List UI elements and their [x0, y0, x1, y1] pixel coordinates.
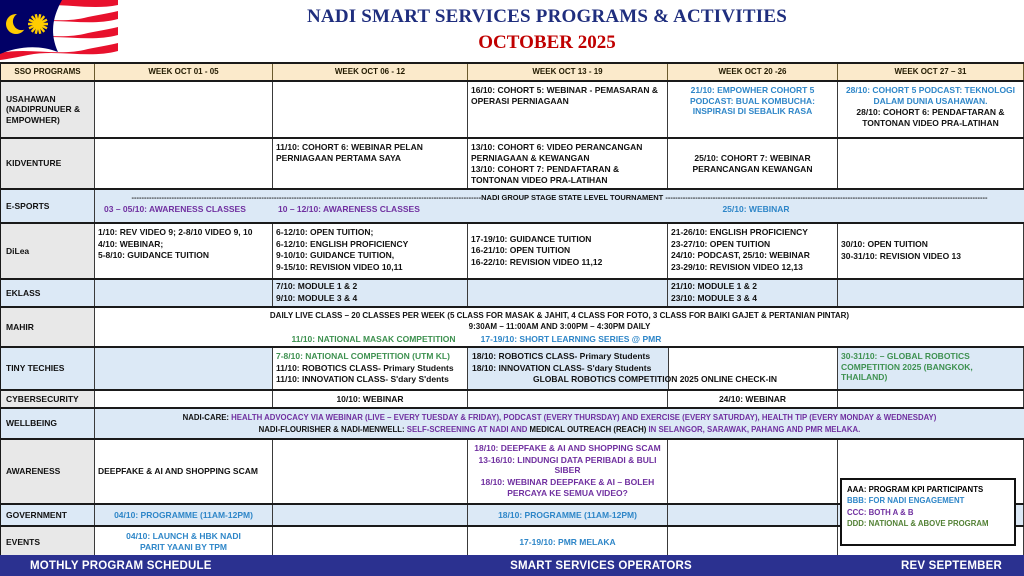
row-esports — [1, 190, 1024, 224]
wellbeing-text: SELF-SCREENING AT NADI AND — [406, 424, 528, 434]
esports-item-week1: 03 – 05/10: AWARENESS CLASSES — [104, 204, 246, 215]
cell-line: 16-21/10: OPEN TUITION — [471, 245, 571, 256]
mahir-times-line: 9:30AM – 11:00AM AND 3:00PM – 4:30PM DAILY — [468, 322, 651, 331]
row-tiny-techies — [1, 348, 1024, 391]
legend-aaa: AAA: PROGRAM KPI PARTICIPANTS — [847, 485, 984, 494]
cell-dilea-week1 — [95, 224, 273, 278]
cell-usahawan-week4: 21/10: EMPOWHER COHORT 5 PODCAST: BUAL KOMBUCHA: INSPIRASI DI SEBALIK RASA — [668, 82, 838, 137]
cell-line: 13/10: COHORT 6: VIDEO PERANCANGAN PERNIAGAAN & KEWANGAN — [471, 142, 643, 163]
cell-line: 7-8/10: NATIONAL COMPETITION (UTM KL) — [276, 351, 450, 361]
cell-government-week2 — [273, 505, 468, 525]
cell-line: 21/10: MODULE 1 & 2 — [671, 281, 757, 292]
cell-line: 6-12/10: ENGLISH PROFICIENCY — [276, 238, 409, 249]
esports-item-week4: 25/10: WEBINAR — [722, 204, 790, 215]
row-label-wellbeing: WELLBEING — [1, 409, 95, 438]
esports-item-week2: 10 – 12/10: AWARENESS CLASSES — [278, 204, 420, 215]
cell-events-week4 — [668, 527, 838, 557]
cell-dilea-week5 — [838, 224, 1024, 278]
col-header-week5: WEEK OCT 27 – 31 — [838, 64, 1024, 80]
cell-line: 7/10: MODULE 1 & 2 — [276, 281, 358, 292]
cell-line: 16-22/10: REVISION VIDEO 11,12 — [471, 256, 603, 267]
cell-eklass-week5 — [838, 280, 1024, 306]
header — [70, 0, 1024, 54]
cell-dilea-week4 — [668, 224, 838, 278]
cell-line: 18/10: ROBOTICS CLASS- Primary Students — [472, 351, 651, 361]
cell-usahawan-week3: 16/10: COHORT 5: WEBINAR - PEMASARAN & OPERASI PERNIAGAAN — [468, 82, 668, 137]
cell-government-week1: 04/10: PROGRAMME (11AM-12PM) — [95, 505, 273, 525]
mahir-masak-competition: 11/10: NATIONAL MASAK COMPETITION — [291, 334, 456, 344]
cell-line: 18/10: DEEPFAKE & AI AND SHOPPING SCAM — [474, 443, 661, 453]
wellbeing-text: MEDICAL OUTREACH (REACH) — [529, 424, 647, 434]
cell-cybersecurity-week1 — [95, 391, 273, 407]
footer-operators-label: SMART SERVICES OPERATORS — [510, 559, 692, 572]
row-label-government: GOVERNMENT — [1, 505, 95, 525]
cell-kidventure-week2: 11/10: COHORT 6: WEBINAR PELAN PERNIAGAAN PERTAMA SAYA — [273, 139, 468, 188]
row-kidventure — [1, 139, 1024, 190]
row-mahir — [1, 308, 1024, 348]
row-label-usahawan: USAHAWAN (NADIPRUNUER & EMPOWHER) — [1, 82, 95, 137]
cell-events-week2 — [273, 527, 468, 557]
row-label-kidventure: KIDVENTURE — [1, 139, 95, 188]
cell-line: 4/10: WEBINAR; — [98, 238, 164, 249]
cell-awareness-week3 — [468, 440, 668, 503]
row-label-dilea: DiLea — [1, 224, 95, 278]
cell-line: 30/10: OPEN TUITION — [841, 239, 928, 250]
esports-tournament-banner: --------------------------------------------------------------------------------------------------------------------------------------------NADI GROUP STAGE STATE LEVEL TOURNAMENT --------------------------------------------------------------------------------------------------------------------------------- — [131, 193, 988, 202]
cell-tiny-techies-week2 — [273, 348, 468, 389]
tiny-techies-global-checkin: GLOBAL ROBOTICS COMPETITION 2025 ONLINE CHECK-IN — [532, 374, 777, 385]
col-header-week4: WEEK OCT 20 -26 — [668, 64, 838, 80]
row-eklass — [1, 280, 1024, 308]
wellbeing-flourisher-line — [98, 425, 1021, 435]
row-cybersecurity — [1, 391, 1024, 409]
cell-line: 9-15/10: REVISION VIDEO 10,11 — [276, 261, 403, 272]
page-subtitle-month: OCTOBER 2025 — [478, 32, 616, 53]
cell-line: 18/10: INNOVATION CLASS- S'dary Students — [472, 362, 652, 373]
cell-line: 30-31/10: REVISION VIDEO 13 — [841, 251, 961, 261]
cell-line: 28/10: COHORT 6: PENDAFTARAN & TONTONAN VIDEO PRA-LATIHAN — [856, 107, 1005, 128]
cell-tiny-techies-week1 — [95, 348, 273, 389]
cell-government-week3: 18/10: PROGRAMME (11AM-12PM) — [468, 505, 668, 525]
row-wellbeing — [1, 409, 1024, 440]
row-label-eklass: EKLASS — [1, 280, 95, 306]
page-title: NADI SMART SERVICES PROGRAMS & ACTIVITIES — [306, 6, 788, 27]
table-header-row — [1, 64, 1024, 82]
cell-usahawan-week2 — [273, 82, 468, 137]
cell-tiny-techies-week5: 30-31/10: – GLOBAL ROBOTICS COMPETITION 2025 (BANGKOK, THAILAND) — [838, 348, 1024, 389]
cell-tiny-techies-week3-4 — [468, 348, 838, 389]
legend-ccc: CCC: BOTH A & B — [847, 507, 914, 517]
cell-mahir-span — [95, 308, 1024, 346]
cell-line: 24/10: PODCAST, 25/10: WEBINAR — [671, 250, 810, 261]
cell-wellbeing-span — [95, 409, 1024, 438]
cell-line: 13-16/10: LINDUNGI DATA PERIBADI & BULI SIBER — [478, 454, 657, 476]
mahir-short-learning-series: 17-19/10: SHORT LEARNING SERIES @ PMR — [480, 334, 662, 344]
footer-rev-label: REV SEPTEMBER — [900, 559, 1002, 572]
wellbeing-nadi-care-line — [98, 413, 1021, 423]
cell-line: 11/10: ROBOTICS CLASS- Primary Students — [276, 362, 454, 373]
cell-line: 11/10: INNOVATION CLASS- S'dary S'dents — [276, 374, 449, 385]
cell-events-week1: 04/10: LAUNCH & HBK NADI PARIT YAANI BY TPM — [95, 527, 273, 557]
cell-esports-span — [95, 190, 1024, 222]
legend-box — [840, 478, 1016, 546]
cell-cybersecurity-week4: 24/10: WEBINAR — [668, 391, 838, 407]
mahir-items — [98, 334, 1021, 346]
col-header-week1: WEEK OCT 01 - 05 — [95, 64, 273, 80]
cell-kidventure-week5 — [838, 139, 1024, 188]
row-label-events: EVENTS — [1, 527, 95, 557]
cell-cybersecurity-week5 — [838, 391, 1024, 407]
cell-line: 9/10: MODULE 3 & 4 — [276, 293, 358, 303]
row-label-tiny-techies: TINY TECHIES — [1, 348, 95, 389]
cell-line: 1/10: REV VIDEO 9; 2-8/10 VIDEO 9, 10 — [98, 227, 253, 237]
cell-eklass-week3 — [468, 280, 668, 306]
wellbeing-text: HEALTH ADVOCACY VIA WEBINAR (LIVE – EVERY TUESDAY & FRIDAY), PODCAST (EVERY THURSDAY) AND EXERCISE (EVERY SATURDAY), HEALTH TIP (EVERY MONDAY & WEDNESDAY) — [231, 412, 937, 422]
cell-line: 18/10: WEBINAR DEEPFAKE & AI – BOLEH PERCAYA KE SEMUA VIDEO? — [480, 476, 655, 498]
cell-government-week4 — [668, 505, 838, 525]
cell-kidventure-week1 — [95, 139, 273, 188]
row-usahawan — [1, 82, 1024, 139]
row-label-cybersecurity: CYBERSECURITY — [1, 391, 95, 407]
cell-awareness-week2 — [273, 440, 468, 503]
row-label-mahir: MAHIR — [1, 308, 95, 346]
cell-usahawan-week1 — [95, 82, 273, 137]
footer-schedule-label: MOTHLY PROGRAM SCHEDULE — [30, 559, 212, 572]
cell-line: 13/10: COHORT 7: PENDAFTARAN & TONTONAN VIDEO PRA-LATIHAN — [471, 164, 620, 185]
col-header-week2: WEEK OCT 06 - 12 — [273, 64, 468, 80]
cell-dilea-week2 — [273, 224, 468, 278]
cell-eklass-week2 — [273, 280, 468, 306]
row-dilea — [1, 224, 1024, 280]
cell-kidventure-week4: 25/10: COHORT 7: WEBINAR PERANCANGAN KEWANGAN — [668, 139, 838, 188]
cell-line: 5-8/10: GUIDANCE TUITION — [98, 250, 209, 261]
cell-line: 23-27/10: OPEN TUITION — [671, 238, 771, 249]
wellbeing-label: NADI-FLOURISHER & NADI-MENWELL: — [258, 424, 405, 434]
cell-eklass-week4 — [668, 280, 838, 306]
col-header-week3: WEEK OCT 13 - 19 — [468, 64, 668, 80]
footer-bar — [0, 555, 1024, 576]
cell-line: 21-26/10: ENGLISH PROFICIENCY — [671, 227, 808, 237]
cell-line: 28/10: COHORT 5 PODCAST: TEKNOLOGI DALAM DUNIA USAHAWAN. — [845, 85, 1016, 106]
legend-ddd: DDD: NATIONAL & ABOVE PROGRAM — [847, 518, 989, 528]
cell-kidventure-week3 — [468, 139, 668, 188]
legend-bbb: BBB: FOR NADI ENGAGEMENT — [847, 496, 965, 506]
cell-line: 6-12/10: OPEN TUITION; — [276, 227, 374, 237]
cell-eklass-week1 — [95, 280, 273, 306]
cell-line: 23-29/10: REVISION VIDEO 12,13 — [671, 261, 803, 272]
cell-awareness-week1: DEEPFAKE & AI AND SHOPPING SCAM — [95, 440, 273, 503]
cell-cybersecurity-week3 — [468, 391, 668, 407]
cell-usahawan-week5 — [838, 82, 1024, 137]
wellbeing-label: NADI-CARE: — [182, 412, 229, 422]
cell-line: 9-10/10: GUIDANCE TUITION, — [276, 250, 395, 261]
mahir-daily-class-line: DAILY LIVE CLASS – 20 CLASSES PER WEEK (5 CLASS FOR MASAK & JAHIT, 4 CLASS FOR FOTO, 3 CLASS FOR BAIKI GAJET & PERTANIAN PINTAR) — [269, 311, 850, 320]
row-label-esports: E-SPORTS — [1, 190, 95, 222]
cell-dilea-week3 — [468, 224, 668, 278]
cell-events-week3: 17-19/10: PMR MELAKA — [468, 527, 668, 557]
row-label-awareness: AWARENESS — [1, 440, 95, 503]
wellbeing-text: IN SELANGOR, SARAWAK, PAHANG AND PMR MELAKA. — [648, 424, 861, 434]
cell-line: 17-19/10: GUIDANCE TUITION — [471, 233, 592, 244]
cell-line: 23/10: MODULE 3 & 4 — [671, 293, 757, 303]
col-header-programs: SSO PROGRAMS — [1, 64, 95, 80]
esports-items — [98, 204, 1021, 219]
cell-cybersecurity-week2: 10/10: WEBINAR — [273, 391, 468, 407]
cell-awareness-week4 — [668, 440, 838, 503]
